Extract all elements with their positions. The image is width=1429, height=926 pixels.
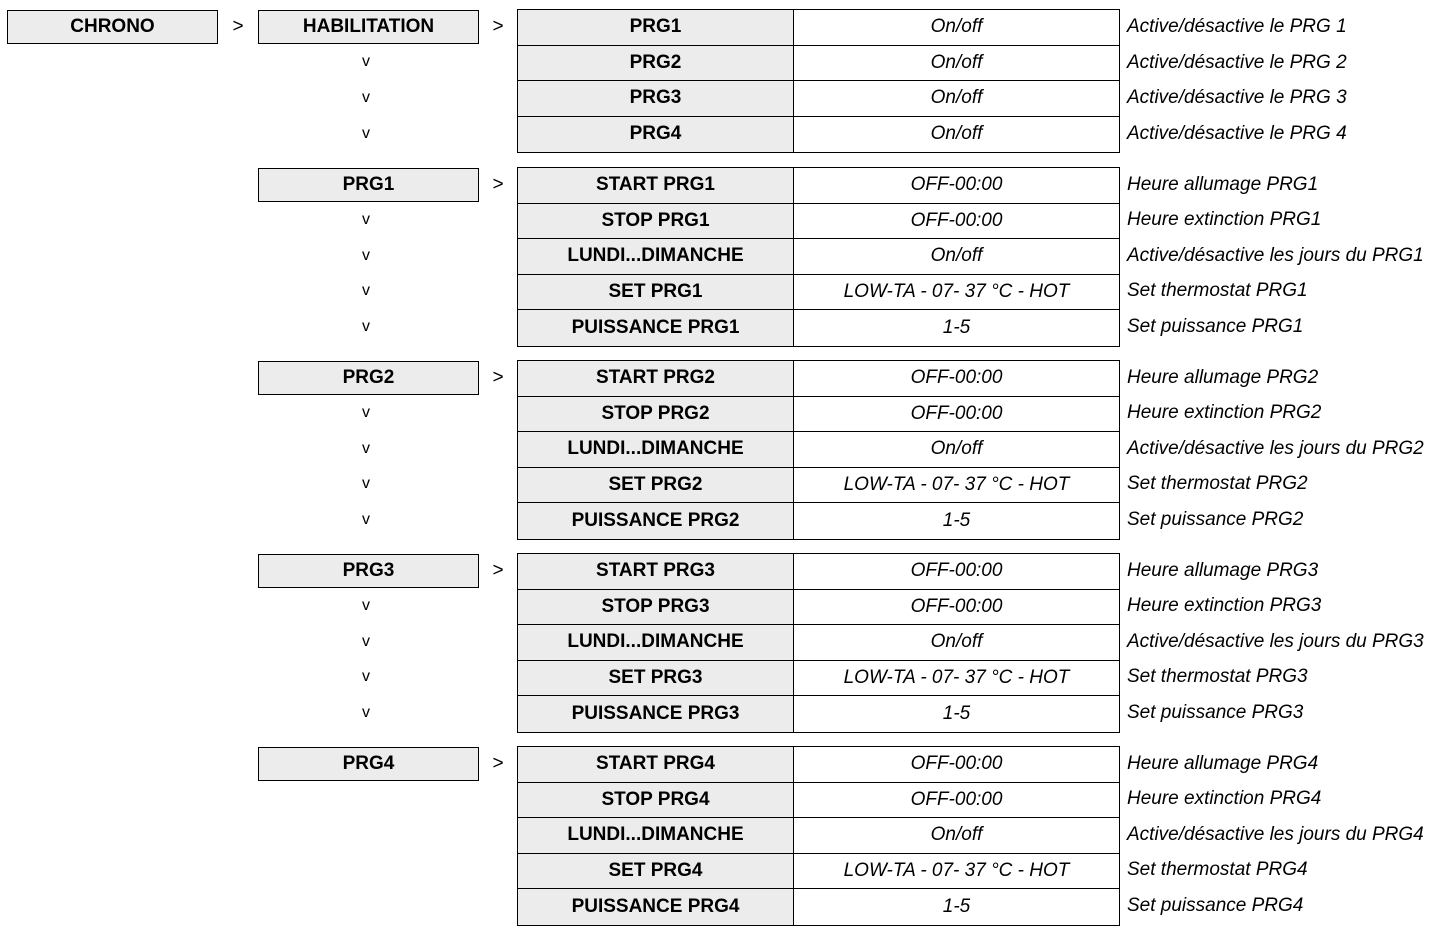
param-value: LOW-TA - 07- 37 °C - HOT (794, 854, 1119, 889)
prg4-node[interactable]: PRG4 (258, 747, 479, 781)
table-row[interactable] (518, 432, 1119, 468)
param-value: 1-5 (794, 503, 1119, 539)
param-description: Set thermostat PRG4 (1127, 859, 1308, 880)
param-name: STOP PRG4 (518, 783, 794, 818)
table-row[interactable] (518, 696, 1119, 732)
param-description: Set thermostat PRG1 (1127, 280, 1308, 301)
arrow-down: v (362, 318, 370, 335)
param-value: On/off (794, 818, 1119, 853)
arrow-down: v (362, 125, 370, 142)
habilitation-node[interactable]: HABILITATION (258, 10, 479, 44)
table-row[interactable] (518, 168, 1119, 204)
table-row[interactable] (518, 239, 1119, 275)
arrow-right: > (492, 367, 504, 388)
prg4-table (517, 746, 1120, 926)
param-value: 1-5 (794, 696, 1119, 732)
param-name: LUNDI...DIMANCHE (518, 818, 794, 853)
arrow-down: v (362, 633, 370, 650)
param-value: OFF-00:00 (794, 590, 1119, 625)
param-description: Active/désactive le PRG 4 (1127, 123, 1347, 144)
param-description: Active/désactive le PRG 1 (1127, 16, 1347, 37)
arrow-right: > (492, 174, 504, 195)
param-description: Heure allumage PRG2 (1127, 367, 1319, 388)
prg1-node[interactable]: PRG1 (258, 168, 479, 202)
param-value: OFF-00:00 (794, 747, 1119, 782)
param-name: STOP PRG3 (518, 590, 794, 625)
table-row[interactable] (518, 397, 1119, 433)
table-row[interactable] (518, 10, 1119, 46)
param-value: 1-5 (794, 889, 1119, 925)
param-description: Heure allumage PRG1 (1127, 174, 1319, 195)
arrow-down: v (362, 404, 370, 421)
param-description: Heure allumage PRG4 (1127, 753, 1319, 774)
table-row[interactable] (518, 889, 1119, 925)
param-name: START PRG3 (518, 554, 794, 589)
table-row[interactable] (518, 747, 1119, 783)
arrow-down: v (362, 211, 370, 228)
param-description: Set puissance PRG1 (1127, 316, 1304, 337)
arrow-down: v (362, 53, 370, 70)
param-name: PUISSANCE PRG2 (518, 503, 794, 539)
table-row[interactable] (518, 310, 1119, 346)
param-description: Active/désactive les jours du PRG2 (1127, 438, 1424, 459)
param-value: LOW-TA - 07- 37 °C - HOT (794, 468, 1119, 503)
table-row[interactable] (518, 854, 1119, 890)
prg3-table (517, 553, 1120, 733)
param-value: On/off (794, 46, 1119, 81)
param-description: Set thermostat PRG3 (1127, 666, 1308, 687)
prg2-table (517, 360, 1120, 540)
arrow-down: v (362, 597, 370, 614)
param-description: Set thermostat PRG2 (1127, 473, 1308, 494)
param-name: START PRG4 (518, 747, 794, 782)
param-description: Heure allumage PRG3 (1127, 560, 1319, 581)
param-description: Active/désactive les jours du PRG4 (1127, 824, 1424, 845)
param-name: PRG2 (518, 46, 794, 81)
table-row[interactable] (518, 468, 1119, 504)
param-name: LUNDI...DIMANCHE (518, 625, 794, 660)
param-description: Heure extinction PRG1 (1127, 209, 1322, 230)
table-row[interactable] (518, 275, 1119, 311)
param-value: OFF-00:00 (794, 397, 1119, 432)
arrow-down: v (362, 282, 370, 299)
chrono-node[interactable]: CHRONO (7, 10, 218, 44)
param-name: SET PRG4 (518, 854, 794, 889)
param-name: LUNDI...DIMANCHE (518, 239, 794, 274)
prg1-table (517, 167, 1120, 347)
param-value: OFF-00:00 (794, 554, 1119, 589)
table-row[interactable] (518, 783, 1119, 819)
table-row[interactable] (518, 554, 1119, 590)
param-name: PRG4 (518, 117, 794, 153)
arrow-down: v (362, 247, 370, 264)
param-description: Heure extinction PRG3 (1127, 595, 1322, 616)
param-description: Heure extinction PRG2 (1127, 402, 1322, 423)
param-name: PRG1 (518, 10, 794, 45)
param-name: START PRG1 (518, 168, 794, 203)
param-value: LOW-TA - 07- 37 °C - HOT (794, 661, 1119, 696)
param-description: Set puissance PRG3 (1127, 702, 1304, 723)
table-row[interactable] (518, 625, 1119, 661)
param-description: Active/désactive les jours du PRG3 (1127, 631, 1424, 652)
param-value: OFF-00:00 (794, 783, 1119, 818)
table-row[interactable] (518, 503, 1119, 539)
arrow-down: v (362, 511, 370, 528)
param-value: On/off (794, 117, 1119, 153)
table-row[interactable] (518, 818, 1119, 854)
arrow-right: > (492, 753, 504, 774)
param-name: SET PRG1 (518, 275, 794, 310)
param-name: STOP PRG2 (518, 397, 794, 432)
arrow-down: v (362, 440, 370, 457)
arrow-down: v (362, 668, 370, 685)
param-value: LOW-TA - 07- 37 °C - HOT (794, 275, 1119, 310)
param-value: On/off (794, 10, 1119, 45)
param-name: PRG3 (518, 81, 794, 116)
table-row[interactable] (518, 46, 1119, 82)
param-description: Set puissance PRG4 (1127, 895, 1304, 916)
param-name: STOP PRG1 (518, 204, 794, 239)
param-description: Set puissance PRG2 (1127, 509, 1304, 530)
param-name: PUISSANCE PRG1 (518, 310, 794, 346)
param-name: PUISSANCE PRG4 (518, 889, 794, 925)
table-row[interactable] (518, 361, 1119, 397)
prg3-node[interactable]: PRG3 (258, 554, 479, 588)
arrow-down: v (362, 475, 370, 492)
param-value: OFF-00:00 (794, 168, 1119, 203)
param-description: Active/désactive le PRG 3 (1127, 87, 1347, 108)
param-value: OFF-00:00 (794, 204, 1119, 239)
arrow-down: v (362, 89, 370, 106)
param-name: START PRG2 (518, 361, 794, 396)
arrow-right: > (492, 16, 504, 37)
param-value: On/off (794, 81, 1119, 116)
habilitation-table (517, 9, 1120, 153)
param-value: On/off (794, 239, 1119, 274)
param-name: SET PRG3 (518, 661, 794, 696)
param-name: LUNDI...DIMANCHE (518, 432, 794, 467)
param-name: SET PRG2 (518, 468, 794, 503)
param-value: On/off (794, 625, 1119, 660)
prg2-node[interactable]: PRG2 (258, 361, 479, 395)
table-row[interactable] (518, 204, 1119, 240)
table-row[interactable] (518, 81, 1119, 117)
param-description: Active/désactive le PRG 2 (1127, 52, 1347, 73)
arrow-right: > (232, 16, 244, 37)
arrow-down: v (362, 704, 370, 721)
arrow-right: > (492, 560, 504, 581)
param-name: PUISSANCE PRG3 (518, 696, 794, 732)
param-value: On/off (794, 432, 1119, 467)
param-description: Active/désactive les jours du PRG1 (1127, 245, 1424, 266)
param-value: 1-5 (794, 310, 1119, 346)
param-value: OFF-00:00 (794, 361, 1119, 396)
table-row[interactable] (518, 590, 1119, 626)
table-row[interactable] (518, 661, 1119, 697)
table-row[interactable] (518, 117, 1119, 153)
param-description: Heure extinction PRG4 (1127, 788, 1322, 809)
